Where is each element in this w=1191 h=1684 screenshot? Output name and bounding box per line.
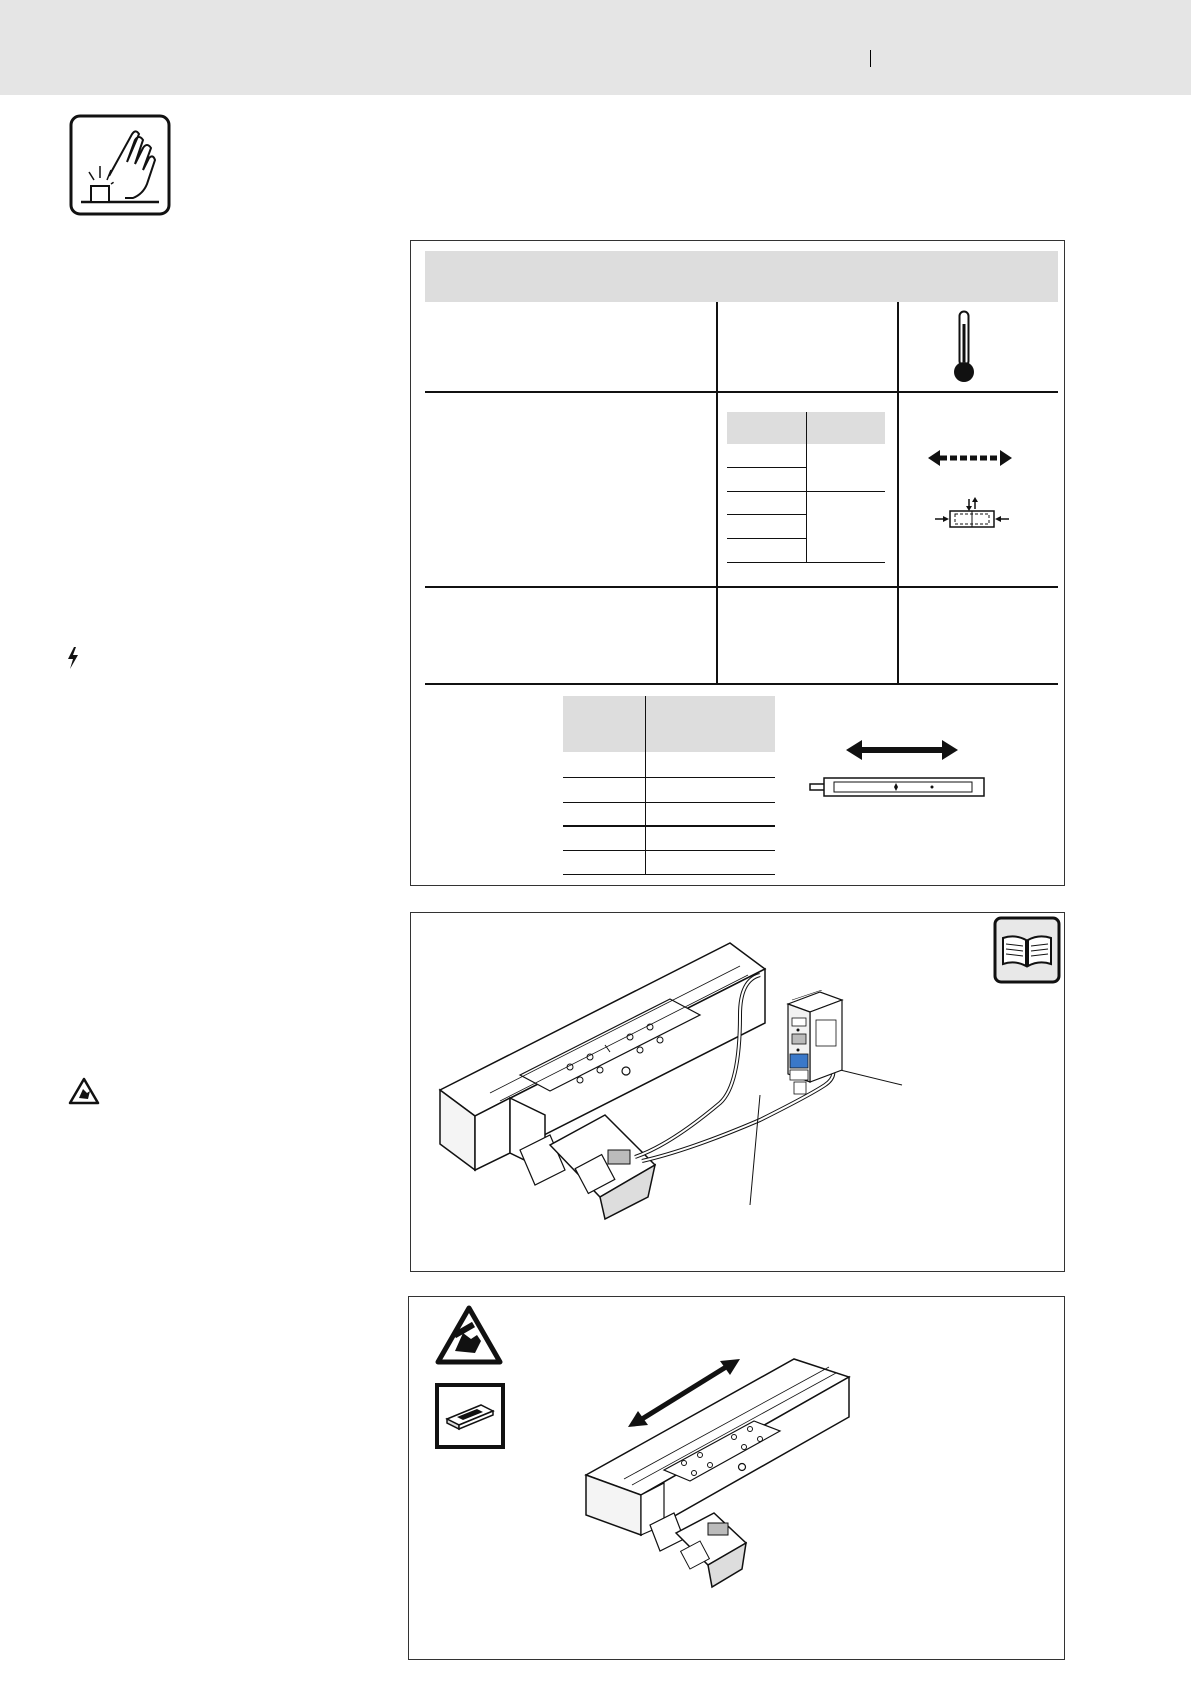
thermometer-icon <box>951 310 977 384</box>
length-table-col-rule <box>645 696 646 874</box>
module-pictogram-icon <box>435 1383 505 1449</box>
length-table-rule-5 <box>563 874 775 875</box>
header-separator <box>870 50 871 67</box>
length-table-rule-2 <box>563 802 775 803</box>
page-header-band <box>0 0 1191 95</box>
table-title-band <box>425 251 1058 302</box>
direction-subtable-col-rule <box>806 412 807 562</box>
dashed-double-arrow-icon <box>928 449 1012 467</box>
length-table-rule-1 <box>563 777 775 778</box>
direction-subtable-rule-4 <box>727 538 806 539</box>
linear-module-motor-illustration <box>430 935 930 1235</box>
length-table-header <box>563 696 775 752</box>
linear-module-illustration <box>584 1355 854 1595</box>
table-col-rule-2 <box>897 302 899 683</box>
direction-subtable-rule-1 <box>727 467 806 468</box>
table-rule-2 <box>425 586 1058 588</box>
drive-controller-illustration <box>780 990 850 1108</box>
length-table-rule-4 <box>563 850 775 851</box>
table-col-rule-1 <box>716 302 718 683</box>
compact-module-forces-icon <box>933 495 1011 535</box>
manual-reference-icon <box>993 916 1061 984</box>
direction-subtable-rule-2 <box>727 491 885 492</box>
operator-attention-icon <box>69 114 171 216</box>
linear-module-travel-icon <box>808 738 988 804</box>
table-rule-1 <box>425 391 1058 393</box>
table-rule-3 <box>425 683 1058 685</box>
length-table-rule-3 <box>563 825 775 827</box>
hand-crush-warning-icon <box>435 1305 503 1365</box>
electric-flash-icon <box>67 647 79 669</box>
direction-subtable-rule-3 <box>727 514 806 515</box>
hand-crush-warning-icon <box>68 1077 100 1105</box>
direction-subtable-rule-5 <box>727 562 885 563</box>
